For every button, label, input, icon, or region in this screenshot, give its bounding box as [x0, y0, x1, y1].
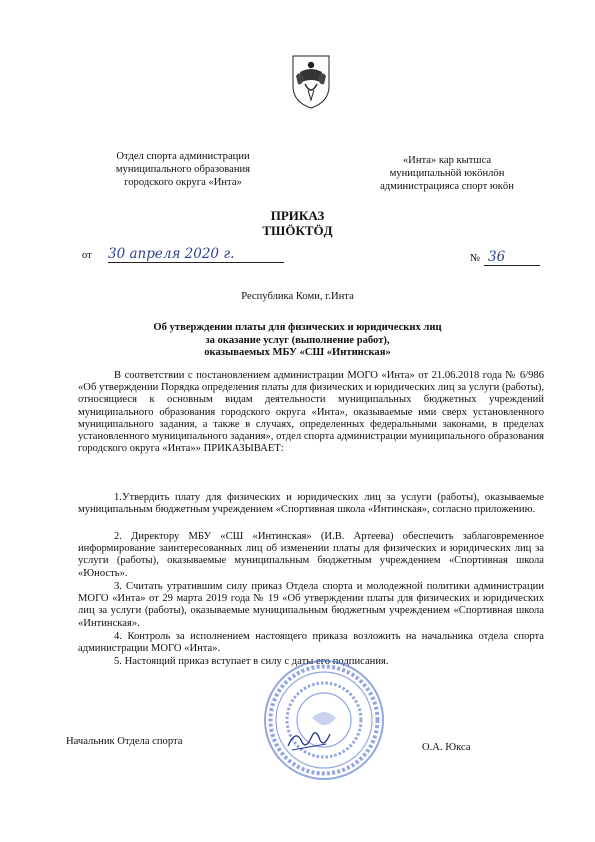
org-name-komi	[352, 154, 542, 193]
order-subject	[0, 322, 595, 360]
order-item-2: 2. Директору МБУ «СШ «Интинская» (И.В. Артеева) обеспечить заблаговременное информирование заинтересованных лиц об изменении платы для физических и юридических лиц за услуги (работы), оказываемые муниципальным бюджетным учреждением «Спортивная школа «Юность».	[78, 531, 544, 579]
signature-icon	[284, 724, 334, 754]
org-name-line: администрацияса спорт юкöн	[380, 181, 514, 192]
signer-title: Начальник Отдела спорта	[66, 736, 183, 747]
preamble-paragraph: В соответствии с постановлением администрации МОГО «Инта» от 21.06.2018 года № 6/986 «Об утверждении Порядка определения платы для физических и юридических лиц за услуги (работы), относящиеся к основным видам деятельности муниципальных бюджетных учреждений муниципального образования городского округа «Инта», оказываемые ими сверх установленного муниципального задания, а также в случаях, определенных федеральными законами, в пределах установленного муниципального задания», отдел спорта администрации муниципального образования городского округа «Инта»» ПРИКАЗЫВАЕТ:	[78, 370, 544, 455]
date-label: от	[82, 250, 92, 261]
signer-name: О.А. Юкса	[422, 742, 471, 753]
official-stamp-icon	[262, 658, 386, 782]
org-name-line: Отдел спорта администрации	[116, 151, 250, 162]
document-title-komi: ТШÖКТÖД	[262, 223, 333, 238]
org-name-line: муниципального образования	[115, 164, 251, 175]
subject-line: оказываемых МБУ «СШ «Интинская»	[204, 347, 391, 358]
subject-line: за оказание услуг (выполнение работ),	[205, 334, 390, 346]
number-label: №	[470, 253, 481, 264]
date-field	[108, 246, 284, 263]
org-name-line: «Инта» кар кытшса	[402, 155, 492, 166]
coat-of-arms-icon	[290, 52, 332, 110]
place-line: Республика Коми, г.Инта	[241, 291, 354, 302]
date-value: 30 апреля 2020 г.	[108, 246, 235, 262]
order-item-5: 5. Настоящий приказ вступает в силу с даты его подписания.	[114, 656, 389, 667]
number-field	[484, 249, 540, 266]
number-value: 36	[488, 249, 506, 265]
subject-line: Об утверждении платы для физических и юридических лиц	[153, 322, 442, 333]
order-item-1: 1.Утвердить плату для физических и юридических лиц за услуги (работы), оказываемые муниципальным бюджетным учреждением «Спортивная школа «Интинская», согласно приложению.	[78, 492, 544, 516]
org-name-line: городского округа «Инта»	[124, 177, 242, 188]
order-item-4: 4. Контроль за исполнением настоящего приказа возложить на начальника отдела спорта администрации МОГО «Инта».	[78, 631, 544, 655]
document-title: ПРИКАЗ	[270, 208, 325, 223]
org-name-line: муниципальнöй юкöнлöн	[389, 168, 505, 179]
order-item-3: 3. Считать утратившим силу приказ Отдела спорта и молодежной политики администрации МОГО «Инта» от 29 марта 2019 года № 19 «Об утверждении платы для физических и юридических лиц за услуги (работы), оказываемые муниципальным бюджетным учреждением «Спортивная школа «Интинская».	[78, 581, 544, 629]
org-name-russian	[78, 150, 288, 189]
